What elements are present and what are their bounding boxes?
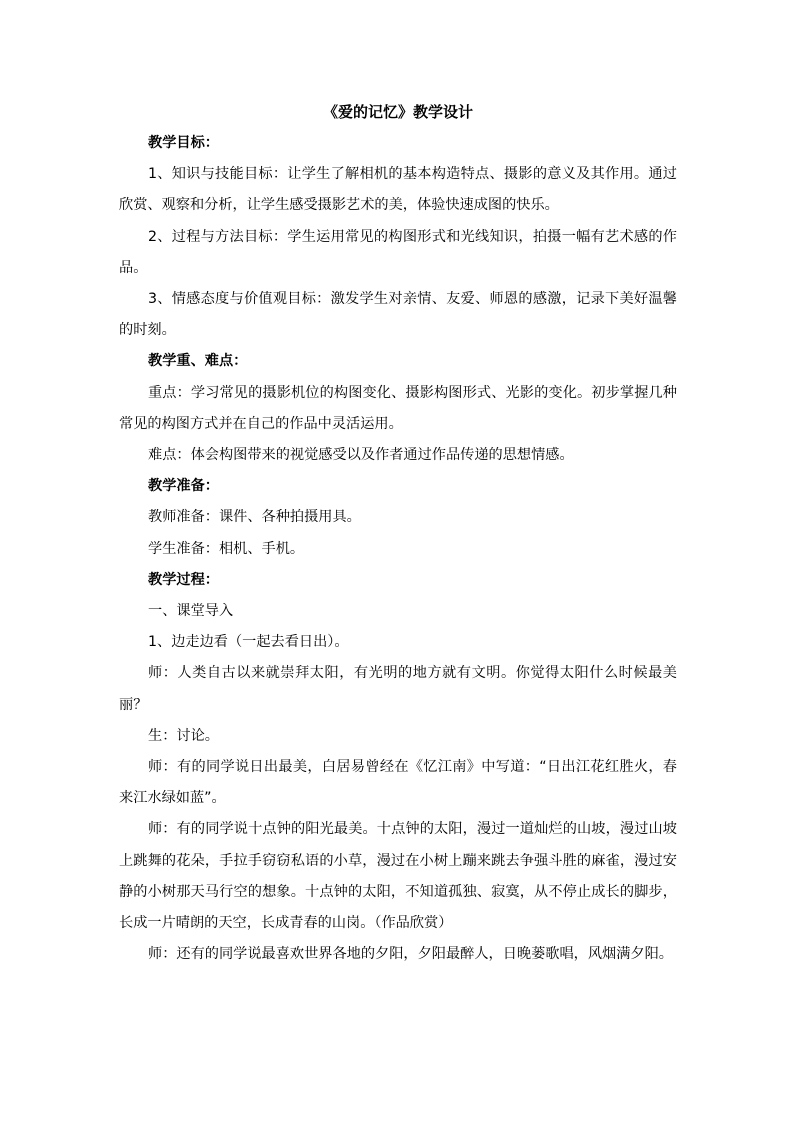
paragraph: 难点：体会构图带来的视觉感受以及作者通过作品传递的思想情感。 <box>148 447 574 464</box>
section-heading: 教学重、难点： <box>148 353 248 370</box>
paragraph: 生：讨论。 <box>148 727 219 744</box>
document-body <box>119 96 677 970</box>
section-heading: 教学准备： <box>148 478 219 495</box>
paragraph: 1、知识与技能目标：让学生了解相机的基本构造特点、摄影的意义及其作用。通过欣赏、观察和分析，让学生感受摄影艺术的美，体验快速成图的快乐。 <box>119 166 677 214</box>
paragraph: 一、课堂导入 <box>148 603 234 620</box>
paragraph: 师：人类自古以来就崇拜太阳，有光明的地方就有文明。你觉得太阳什么时候最美丽？ <box>119 665 677 713</box>
paragraph: 学生准备：相机、手机。 <box>148 540 305 557</box>
paragraph: 师：有的同学说日出最美，白居易曾经在《忆江南》中写道：“日出江花红胜火，春来江水绿如蓝”。 <box>119 759 677 807</box>
paragraph-list <box>119 128 677 970</box>
paragraph: 重点：学习常见的摄影机位的构图变化、摄影构图形式、光影的变化。初步掌握几种常见的构图方式并在自己的作品中灵活运用。 <box>119 384 677 432</box>
section-heading: 教学过程： <box>148 571 219 588</box>
section-heading: 教学目标： <box>148 135 219 151</box>
paragraph: 教师准备：课件、各种拍摄用具。 <box>148 509 361 526</box>
paragraph: 师：有的同学说十点钟的阳光最美。十点钟的太阳，漫过一道灿烂的山坡，漫过山坡上跳舞的花朵，手拉手窃窃私语的小草，漫过在小树上蹦来跳去争强斗胜的麻雀，漫过安静的小树那天马行空的想象。十点钟的太阳，不知道孤独、寂寞，从不停止成长的脚步，长成一片晴朗的天空，长成青春的山岗。（作品欣赏） <box>119 821 677 932</box>
document-title: 《爱的记忆》教学设计 <box>322 103 473 121</box>
paragraph: 1、边走边看（一起去看日出）。 <box>148 634 349 651</box>
paragraph: 3、情感态度与价值观目标：激发学生对亲情、友爱、师恩的感激，记录下美好温馨的时刻。 <box>119 291 677 339</box>
paragraph: 师：还有的同学说最喜欢世界各地的夕阳，夕阳最醉人，日晚蒌歌唱，风烟满夕阳。 <box>148 946 673 963</box>
paragraph: 2、过程与方法目标：学生运用常见的构图形式和光线知识，拍摄一幅有艺术感的作品。 <box>119 228 677 276</box>
